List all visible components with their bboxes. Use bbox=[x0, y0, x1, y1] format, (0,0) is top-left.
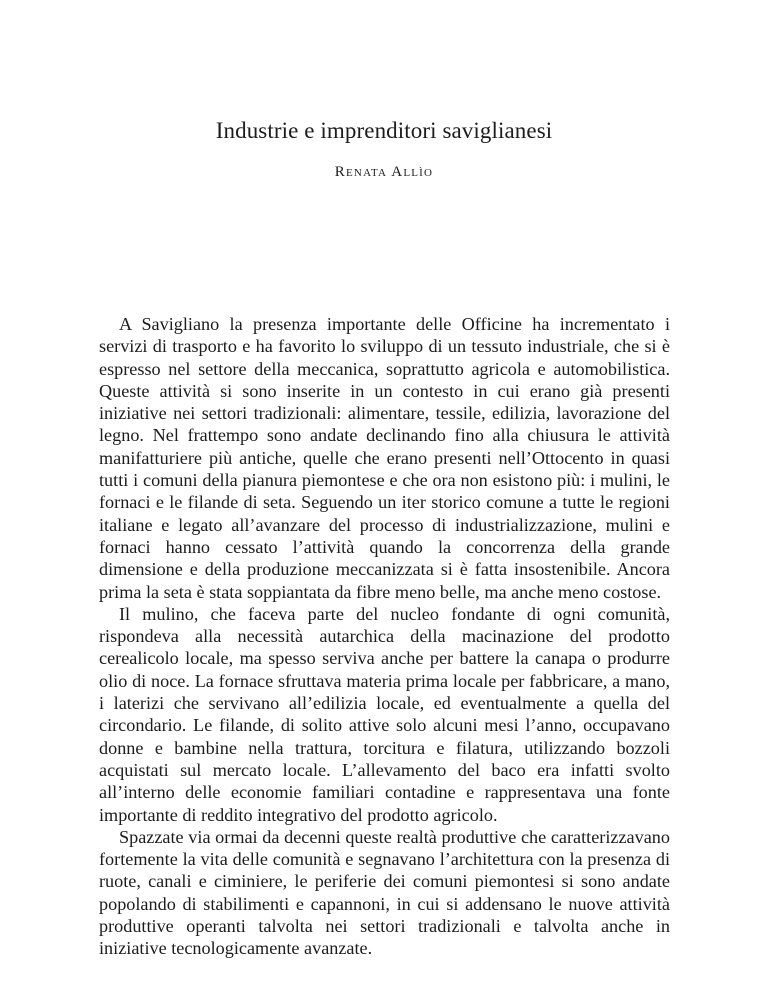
paragraph-2: Il mulino, che faceva parte del nucleo fondante di ogni comunità, rispondeva alla necessità autarchica della macinazione del prodotto cerealicolo locale, ma spesso serviva anche per battere la canapa o produrre olio di noce. La fornace sfruttava materia prima locale per fabbricare, a mano, i laterizi che servivano all’edilizia locale, ed eventualmente a quella del circondario. Le filande, di solito attive solo alcuni mesi l’anno, occupavano donne e bambine nella trattura, torcitura e filatura, utilizzando bozzoli acquistati sul mercato locale. L’allevamento del baco era infatti svolto all’interno delle economie familiari contadine e rappresentava una fonte importante di reddito integrativo del prodotto agricolo. bbox=[99, 603, 670, 825]
article-title: Industrie e imprenditori saviglianesi bbox=[215, 118, 553, 143]
paragraph-3: Spazzate via ormai da decenni queste realtà produttive che caratterizzavano fortemente la vita delle comunità e segnavano l’architettura con la presenza di ruote, canali e ciminiere, le periferie dei comuni piemontesi si sono andate popolando di stabilimenti e capannoni, in cui si addensano le nuove attività produttive operanti talvolta nei settori tradizionali e talvolta anche in iniziative tecnologicamente avanzate. bbox=[99, 826, 670, 959]
article-body bbox=[99, 313, 670, 960]
article-author: Renata Allìo bbox=[334, 164, 434, 180]
paragraph-1: A Savigliano la presenza importante delle Officine ha incrementato i servizi di trasporto e ha favorito lo sviluppo di un tessuto industriale, che si è espresso nel settore della meccanica, soprattutto agricola e automobilistica. Queste attività si sono inserite in un contesto in cui erano già presenti iniziative nei settori tradizionali: alimentare, tessile, edilizia, lavorazione del legno. Nel frattempo sono andate declinando fino alla chiusura le attività manifatturiere più antiche, quelle che erano presenti nell’Ottocento in quasi tutti i comuni della pianura piemontese e che ora non esistono più: i mulini, le fornaci e le filande di seta. Seguendo un iter storico comune a tutte le regioni italiane e legato all’avanzare del processo di industrializzazione, mulini e fornaci hanno cessato l’attività quando la concorrenza della grande dimensione e della produzione meccanizzata si è fatta insostenibile. Ancora prima la seta è stata soppiantata da fibre meno belle, ma anche meno costose. bbox=[99, 314, 670, 602]
